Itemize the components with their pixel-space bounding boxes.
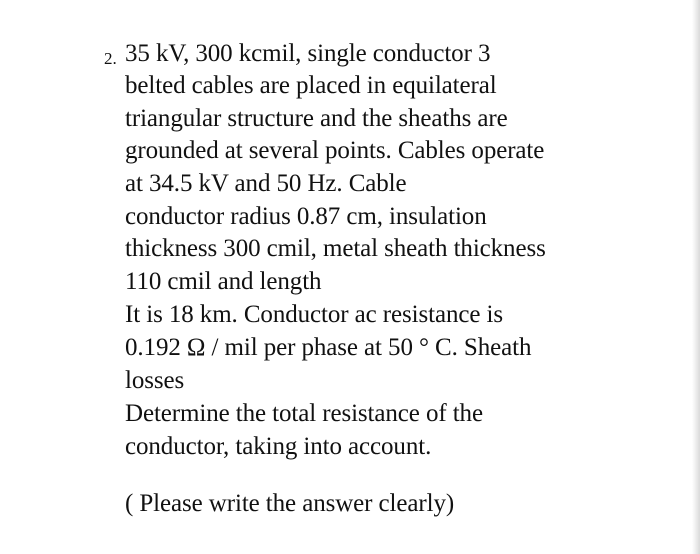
page-edge-shadow: [692, 0, 700, 554]
problem-line: at 34.5 kV and 50 Hz. Cable: [125, 170, 407, 197]
problem-line: thickness 300 cmil, metal sheath thickness: [125, 235, 546, 262]
problem-line: losses: [125, 367, 185, 394]
problem-line: triangular structure and the sheaths are: [125, 105, 508, 132]
problem-line: 35 kV, 300 kcmil, single conductor 3: [125, 40, 491, 67]
problem-line: grounded at several points. Cables operate: [125, 137, 545, 164]
problem-note: ( Please write the answer clearly): [125, 490, 455, 517]
problem-line: It is 18 km. Conductor ac resistance is: [125, 301, 503, 328]
problem-line: conductor radius 0.87 cm, insulation: [125, 203, 487, 230]
problem-line: belted cables are placed in equilateral: [125, 72, 497, 99]
problem-number: 2.: [104, 49, 117, 68]
problem-line: conductor, taking into account.: [125, 433, 432, 460]
problem-line: Determine the total resistance of the: [125, 400, 483, 427]
problem-line: 0.192 Ω / mil per phase at 50 ° C. Sheath: [125, 334, 532, 361]
problem-line: 110 cmil and length: [125, 268, 322, 295]
